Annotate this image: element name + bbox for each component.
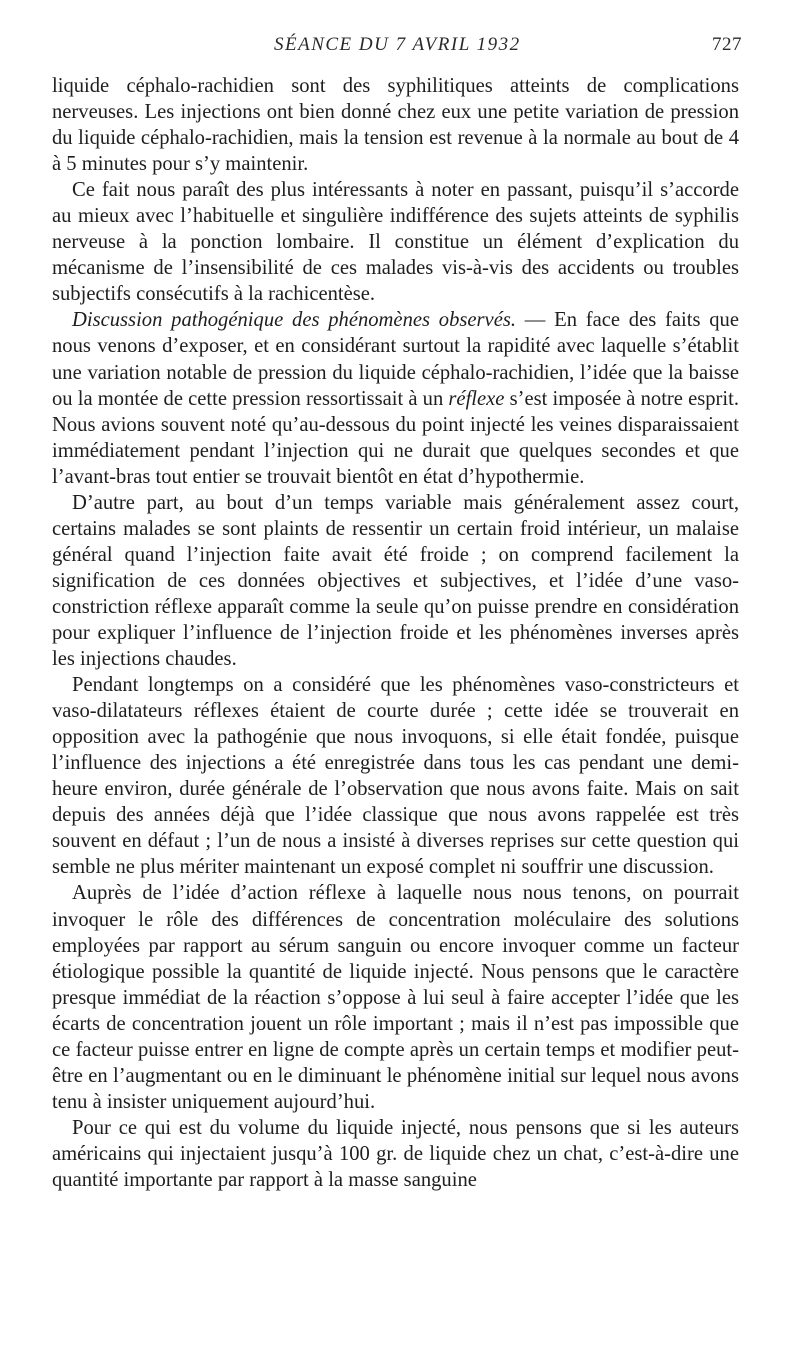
discussion-text-b: s’est imposée à notre esprit. Nous avions souvent noté qu’au-dessous du point injecté les veines disparaissaient immédiatement pendant l’injection qui ne durait que quelques secondes et que l’avant-bras tout entier se trouvait bientôt en état d’hypothermie.: [52, 387, 739, 488]
discussion-text-a: — En face des faits que nous venons d’exposer, et en considérant surtout la rapidité avec laquelle s’établit une variation notable de pression du liquide céphalo-rachidien, l’idée que la baisse ou la montée de cette pression ressortissait à un: [52, 309, 739, 410]
running-title: SÉANCE DU 7 AVRIL 1932: [274, 34, 521, 55]
paragraph-concentration: Auprès de l’idée d’action réflexe à laquelle nous nous tenons, on pourrait invoquer le rôle des différences de concentration moléculaire des solutions employées par rapport au sérum sanguin ou encore invoquer comme un facteur étiologique possible la quantité de liquide injecté. Nous pensons que le caractère presque immédiat de la réaction s’oppose à lui seul à faire accepter l’idée que les écarts de concentration jouent un rôle important ; mais il n’est pas impossible que ce facteur puisse entrer en ligne de compte après un certain temps et modifier peut-être en l’augmentant ou en le diminuant le phénomène initial sur lequel nous avons tenu à insister uniquement aujourd’hui.: [52, 882, 739, 1113]
paragraph-continuation: liquide céphalo-rachidien sont des syphilitiques atteints de complications nerveuses. Les injections ont bien donné chez eux une petite variation de pression du liquide céphalo-rachidien, mais la tension est revenue à la normale au bout de 4 à 5 minutes pour s’y maintenir.: [52, 75, 739, 176]
paragraph-syphilis-observation: Ce fait nous paraît des plus intéressants à noter en passant, puisqu’il s’accorde au mieux avec l’habituelle et singulière indifférence des sujets atteints de syphilis nerveuse à la ponction lombaire. Il constitue un élément d’explication du mécanisme de l’insensibilité de ces malades vis-à-vis des accidents ou troubles subjectifs consécutifs à la rachicentèse.: [52, 179, 739, 306]
paragraph-volume: Pour ce qui est du volume du liquide injecté, nous pensons que si les auteurs américains qui injectaient jusqu’à 100 gr. de liquide chez un chat, c’est-à-dire une quantité importante par rapport à la masse sanguine: [52, 1116, 739, 1191]
body-text: [52, 73, 739, 1193]
paragraph-subjective-effects: D’autre part, au bout d’un temps variable mais généralement assez court, certains malades se sont plaints de ressentir un certain froid intérieur, un malaise général quand l’injection faite avait été froide ; on comprend facilement la signification de ces données objectives et subjectives, et l’idée d’une vaso-constriction réflexe apparaît comme la seule qu’on puisse prendre en considération pour expliquer l’influence de l’injection froide et les phénomènes inverses après les injections chaudes.: [52, 491, 739, 671]
emphasis-reflexe: réflexe: [448, 387, 505, 410]
running-head: [52, 34, 742, 62]
section-heading-discussion: Discussion pathogénique des phénomènes observés.: [72, 309, 516, 332]
page-number: 727: [712, 34, 742, 55]
paragraph-discussion: [52, 307, 739, 489]
paragraph-vasomotor-duration: Pendant longtemps on a considéré que les phénomènes vaso-constricteurs et vaso-dilatateurs réflexes étaient de courte durée ; cette idée se trouverait en opposition avec la pathogénie que nous invoquons, si elle était fondée, puisque l’influence des injections a été enregistrée dans tous les cas pendant une demi-heure environ, durée générale de l’observation que nous avons faite. Mais on sait depuis des années déjà que l’idée classique que nous avons rappelée est très souvent en défaut ; l’un de nous a insisté à diverses reprises sur cette question qui semble ne plus mériter maintenant un exposé complet ni souffrir une discussion.: [52, 674, 739, 879]
